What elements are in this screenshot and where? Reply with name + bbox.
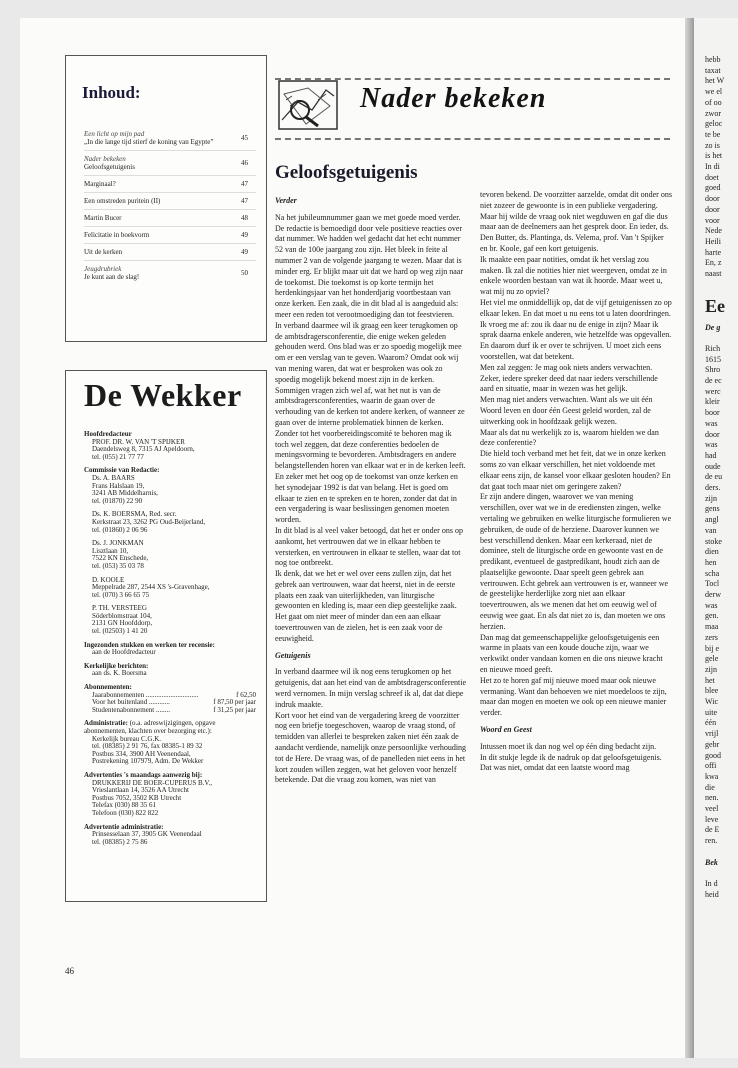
contents-item-page: 50: [241, 269, 248, 277]
edge-text-fragment: één: [705, 718, 717, 728]
edge-text-fragment: good: [705, 750, 721, 760]
colophon-label: Commissie van Redactie:: [84, 466, 160, 475]
colophon-line: tel. (053) 35 03 78: [92, 561, 144, 570]
edge-text-fragment: door: [705, 204, 720, 214]
edge-text-fragment: zijn: [705, 493, 717, 503]
edge-text-fragment: boor: [705, 408, 720, 418]
contents-item: [84, 176, 256, 193]
edge-text-fragment: was: [705, 600, 718, 610]
edge-text-fragment: nen.: [705, 793, 719, 803]
edge-text-fragment: gen.: [705, 611, 719, 621]
colophon-line: tel. (055) 21 77 77: [92, 452, 144, 461]
edge-text-fragment: te be: [705, 129, 721, 139]
colophon-line: Vrieslantlaan 14, 3526 AA Utrecht: [92, 786, 189, 795]
article-paragraph: Men zal zeggen: Je mag ook niets anders verwachten.: [480, 362, 653, 372]
article-paragraph: In verband daarmee wil ik graag een keer terugkomen op de ambtsdragersconferentie, die enige weken geleden gehouden werd. Ons blad was er zo spoedig mogelijk mee om er een verslag van te geven. Waarom? Omdat ook wij van mening waren, dat wat er besproken was ook zo spoedig mogelijk bekend moest zijn in de kerken.: [275, 320, 462, 384]
colophon-line: DRUKKERIJ DE BOER-CUPERUS B.V.,: [92, 778, 213, 787]
edge-text-fragment: De g: [705, 322, 721, 332]
edge-text-fragment: heid: [705, 889, 719, 899]
section-banner: [275, 78, 670, 140]
edge-text-fragment: de eu: [705, 472, 723, 482]
edge-text-fragment: kleir: [705, 397, 720, 407]
colophon-label: Ingezonden stukken en werken ter recensie:: [84, 640, 215, 649]
edge-text-fragment: dien: [705, 547, 719, 557]
edge-text-fragment: goed: [705, 183, 721, 193]
colophon-line: tel. (01860) 2 06 96: [92, 525, 148, 534]
colophon-line: Kerkelijk bureau C.G.K.: [92, 734, 162, 743]
contents-item-page: 46: [241, 159, 248, 167]
magnifier-illustration-icon: [278, 80, 338, 130]
colophon-line: Postrekening 107979, Adm. De Wekker: [92, 757, 204, 766]
colophon-line: tel. (08385) 2 91 76, fax 08385-1 89 32: [92, 742, 203, 751]
contents-item-page: 45: [241, 134, 248, 142]
contents-item-kicker: Een licht op mijn pad: [84, 130, 145, 138]
edge-text-fragment: oude: [705, 461, 721, 471]
edge-text-fragment: zo is: [705, 140, 720, 150]
edge-text-fragment: gele: [705, 654, 719, 664]
subscription-price: f 87,50 per jaar: [213, 698, 256, 707]
colophon-line: Ds. J. JONKMAN: [92, 539, 144, 548]
subscription-price: f 31,25 per jaar: [213, 705, 256, 714]
colophon-line: Ds. K. BOERSMA, Red. secr.: [92, 510, 177, 519]
contents-item-title: Een omstreden puritein (II): [84, 197, 161, 205]
article-subheading: Verder: [275, 196, 297, 205]
banner-bottom-rule: [275, 138, 670, 140]
article-column-1: [275, 190, 467, 786]
colophon-line: tel. (08385) 2 75 86: [92, 837, 148, 846]
edge-text-fragment: de ec: [705, 376, 722, 385]
article-paragraph: Er zijn andere dingen, waarover we van mening verschillen, over wat we in de erediensten zingen, welke vertaling we gebruiken en welke liturgische formulieren we gebruiken, de oude of de herziene. Daarover kunnen we best verschillend denken. Maar een kerkeraad, niet de dominee, stelt de liturgische orde en gewoonte vast en de predikant, eventueel de gastpredikant, houdt zich aan de plaatselijke gewoonte. Daar speelt geen gebrek aan vertrouwen. Echt gebrek aan vertrouwen is er, wanneer we de geestelijke herderlijke zorg niet aan elkaar toevertrouwen, als we menen dat het om eeuwig wel of eeuwig wee gaat. En als dat niet zo is, dan moeten we ons herzien.: [480, 492, 672, 631]
colophon-line: aan de Hoofdredacteur: [92, 648, 156, 657]
edge-text-fragment: bij e: [705, 643, 719, 653]
colophon-line: Postbus 334, 3900 AH Veenendaal,: [92, 749, 191, 758]
edge-text-fragment: werc: [705, 386, 721, 396]
edge-text-fragment: het: [705, 675, 715, 685]
colophon-line: Meppelrade 287, 2544 XS 's-Gravenhage,: [92, 583, 210, 592]
edge-text-fragment: In d: [705, 878, 718, 888]
contents-item-page: 47: [241, 180, 248, 188]
article-paragraph: tevoren bekend. De voorzitter aarzelde, omdat dit onder ons niet zozeer de gewoonte is in een publieke vergadering. Maar hij wilde de vraag ook niet wegduwen en gaf die dus maar aan de deelnemers aan het gesprek door. En ieder, ds. Den Butter, ds. Plantinga, ds. Velema, prof. Van 't Spijker en br. Koole, gaf een kort getuigenis.: [480, 190, 672, 253]
colophon-line: PROF. DR. W. VAN 'T SPIJKER: [92, 437, 185, 446]
edge-text-fragment: Nede: [705, 226, 722, 236]
edge-text-fragment: geloc: [705, 119, 723, 129]
edge-text-fragment: naast: [705, 269, 722, 278]
article-paragraph: In dit blad is al veel vaker betoogd, dat het er onder ons op aankomt, het vertrouwen dat we in elkaar hebben te versterken, en vertrouwen in elkaar te stellen, waar dat tot nog toe ontbreekt.: [275, 525, 463, 568]
contents-item-title: Marginaal?: [84, 180, 116, 188]
edge-text-fragment: was: [705, 418, 718, 428]
article-paragraph: Men mag niet anders verwachten. Want als we uit één Woord leven en door één Geest geleid worden, zal de uitwerking ook in hoofdzaak gelijk wezen.: [480, 395, 653, 426]
edge-text-fragment: scha: [705, 568, 720, 578]
edge-text-fragment: is het: [705, 151, 723, 161]
article-paragraph: Die hield toch verband met het feit, dat we in onze kerken soms zo van elkaar verschillen, het niet voldoende met elkaar eens zijn, de kansel voor elkaar gesloten houden? En dat gaat toch maar niet om geringere zaken?: [480, 449, 671, 491]
edge-text-fragment: angl: [705, 515, 719, 525]
edge-text-fragment: van: [705, 525, 717, 535]
contents-item: [84, 193, 256, 210]
edge-text-fragment: de E: [705, 825, 720, 835]
edge-text-fragment: Bek: [705, 857, 718, 867]
article-paragraph: Ik vroeg me af: zou ik daar nu de enige in zijn? Maar ik sprak daarna enkele anderen, wie hetzelfde was opgevallen. En daarom durf ik er over te schrijven. U moet zich eens voorstellen, wat dat betekent.: [480, 319, 672, 361]
edge-text-fragment: ren.: [705, 836, 718, 846]
article-paragraph: Het viel me onmiddellijk op, dat de vijf getuigenissen zo op elkaar leken. En dat moet u nu eens tot u laten doordringen.: [480, 297, 672, 318]
edge-text-fragment: stoke: [705, 536, 722, 546]
edge-text-fragment: 1615: [705, 354, 721, 364]
colophon-line: Telefax (030) 88 35 61: [92, 801, 157, 810]
edge-text-fragment: leve: [705, 814, 719, 824]
edge-text-fragment: veel: [705, 804, 719, 813]
edge-text-fragment: derw: [705, 590, 721, 599]
edge-text-fragment: In di: [705, 162, 720, 171]
article-paragraph: Dat was niet, omdat dat een laatste woord mag: [480, 763, 630, 773]
edge-text-fragment: harte: [705, 247, 721, 257]
contents-item: [84, 210, 256, 227]
edge-text-fragment: gebr: [705, 739, 720, 749]
subscription-label: Jaarabonnementen ..............................: [92, 690, 199, 699]
colophon-line: 2131 GN Hoofddorp,: [92, 619, 153, 628]
contents-box: [65, 55, 267, 342]
article-paragraph: Dan mag dat gemeenschappelijke geloofsgetuigenis een warme in plaats van een koude douche zijn, waar we verkwikt onder vandaan komen en die ons nieuwe kracht en nieuwe moed geeft.: [480, 632, 663, 675]
article-paragraph: Kort voor het eind van de vergadering kreeg de voorzitter nog een briefje toegeschoven, waarop de vraag stond, of temidden van allerlei te bespreken zaken niet één zaak de aandacht verdiende, namelijk onze persoonlijke verhouding tot de Here. De vraag was, of de panelleden niet eens in het kort zouden willen zeggen, wat het geloven voor henzelf betekende. Dat die vraag zou komen, was niet van: [275, 710, 467, 785]
edge-text-fragment: Heili: [705, 236, 721, 246]
edge-text-fragment: doet: [705, 172, 719, 182]
article-subheading: Woord en Geest: [480, 725, 532, 735]
edge-text-fragment: kwa: [705, 771, 719, 781]
contents-item-page: 47: [241, 197, 248, 205]
colophon-line: Daendelsweg 8, 7315 AJ Apeldoorn,: [92, 445, 195, 454]
colophon-label: Abonnementen:: [84, 683, 132, 692]
edge-text-fragment: offi: [705, 761, 717, 771]
contents-item-title: Geloofsgetuigenis: [84, 163, 135, 171]
contents-item: [84, 261, 256, 285]
contents-item-title: Uit de kerken: [84, 248, 123, 256]
edge-text-fragment: Ee: [705, 296, 725, 317]
contents-item-page: 49: [241, 231, 248, 239]
edge-text-fragment: had: [705, 450, 717, 460]
article-paragraph: Na het jubileumnummer gaan we met goede moed verder. De redactie is bemoedigd door vele positieve reacties over dat nummer. We hadden wel gedacht dat het echt nummer 52 van de 100e jaargang zou zijn. Het bleek in feite al nummer 2 van de volgende jaargang te wezen. Maar dat is minder erg. Er blijkt maar uit dat we hard op weg zijn naar de toekomst. Die toekomst is op korte termijn het herdenkingsjaar van het honderdjarig voortbestaan van onze kerken. Een zaak, die in dit blad al is aangeduid als: meer een reden tot verootmoediging dan tot feestvieren.: [275, 212, 464, 319]
edge-text-fragment: door: [705, 429, 720, 439]
colophon-line: D. KOOLE: [92, 575, 125, 584]
contents-item: [84, 151, 256, 176]
contents-item-page: 49: [241, 248, 248, 256]
contents-item-kicker: Nader bekeken: [84, 155, 126, 163]
contents-item-title: Martin Bucer: [84, 214, 122, 222]
magazine-title: De Wekker: [84, 377, 242, 413]
article-column-2: [480, 190, 672, 774]
colophon-note: (o.a. adreswijzigingen, opgave abonnementen, klachten over bezorging etc.):: [84, 719, 216, 735]
edge-text-fragment: Shro: [705, 365, 721, 375]
colophon-line: aan ds. K. Boersma: [92, 669, 147, 678]
colophon-line: P. TH. VERSTEEG: [92, 604, 147, 613]
subscription-label: Studentenabonnement ........: [92, 705, 170, 714]
article-paragraph: Maar als dat nu werkelijk zo is, waarom hielden we dan deze conferentie?: [480, 427, 659, 448]
subscription-price: f 62,50: [236, 690, 256, 699]
edge-text-fragment: blee: [705, 686, 719, 696]
edge-text-fragment: Rich: [705, 343, 721, 353]
colophon-line: Kerkstraat 23, 3262 PG Oud-Beijerland,: [92, 517, 206, 526]
colophon-line: 3241 AB Middelharnis,: [92, 489, 158, 498]
contents-list: [84, 126, 256, 285]
contents-item-title: „In die lange tijd stierf de koning van Egypte”: [84, 138, 214, 146]
article-subheading: Getuigenis: [275, 650, 311, 660]
section-title: Nader bekeken: [360, 83, 547, 114]
edge-text-fragment: maa: [705, 622, 719, 632]
edge-text-fragment: of oo: [705, 97, 722, 107]
subscription-row: [84, 707, 256, 715]
article-paragraph: Intussen moet ik dan nog wel op één ding bedacht zijn.: [480, 741, 657, 751]
contents-heading: Inhoud:: [82, 83, 141, 102]
edge-text-fragment: Tocl: [705, 579, 720, 589]
colophon-label: Advertentie administratie:: [84, 822, 164, 831]
edge-text-fragment: En, z: [705, 258, 722, 268]
colophon-line: Frans Halslaan 19,: [92, 481, 145, 490]
colophon-label: Kerkelijke berichten:: [84, 661, 149, 670]
edge-text-fragment: zers: [705, 632, 718, 642]
page-gutter: [685, 18, 694, 1058]
edge-text-fragment: was: [705, 440, 718, 450]
edge-text-fragment: ders.: [705, 483, 721, 492]
colophon-line: Postbus 7052, 3502 KB Utrecht: [92, 793, 182, 802]
colophon-details: [84, 431, 256, 846]
edge-text-fragment: door: [705, 194, 720, 204]
contents-item: [84, 227, 256, 244]
colophon-admin-heading: [84, 720, 256, 735]
article-paragraph: In dit stukje legde ik de nadruk op dat geloofsgetuigenis.: [480, 752, 662, 762]
colophon-line: Lisztlaan 10,: [92, 546, 129, 555]
article-paragraph: Het zo te horen gaf mij nieuwe moed maar ook nieuwe vermaning. Want dan behoeven we niet moedeloos te zijn, maar dan mogen en moeten we ook op een nieuwe manier verder.: [480, 675, 667, 718]
contents-item: [84, 126, 256, 151]
contents-item-page: 48: [241, 214, 248, 222]
colophon-line: tel. (070) 3 66 65 75: [92, 590, 150, 599]
edge-text-fragment: hebb: [705, 55, 721, 64]
contents-item: [84, 244, 256, 261]
edge-text-fragment: zwor: [705, 108, 721, 118]
contents-item-title: Je kunt aan de slag!: [84, 273, 140, 281]
colophon-line: Telefoon (030) 822 822: [92, 808, 159, 817]
colophon-label: Hoofdredacteur: [84, 430, 132, 438]
page-number: 46: [65, 966, 74, 976]
edge-text-fragment: hen: [705, 557, 717, 567]
edge-text-fragment: gens: [705, 504, 720, 514]
edge-text-fragment: taxat: [705, 65, 721, 75]
colophon-line: Ds. A. BAARS: [92, 473, 135, 482]
edge-text-fragment: vrijl: [705, 729, 719, 739]
edge-text-fragment: uite: [705, 707, 717, 717]
subscription-label: Voor het buitenland ............: [92, 698, 170, 707]
edge-text-fragment: het W: [705, 76, 725, 86]
contents-item-kicker: Jeugdrubriek: [84, 265, 122, 273]
colophon-line: 7522 KN Enschede,: [92, 554, 149, 563]
article-paragraph: Sommigen vragen zich wel af, wat het nut is van de ambtsdragersconferenties, waarin de gaan over de verhouding van de kerken tot andere kerken, of wanneer ze gaan over de interne problematiek binnen de kerken. Zonder tot het voorbereidingscomité te behoren mag ik toch wel zeggen, dat deze conferenties bedoelen de meningsvorming te bevorderen. Ambtsdragers en andere belangstellenden horen van elkaar wat er in de kerken leeft. En zeker met het oog op de toekomst van onze kerken en het synodejaar 1992 is dat van belang. Het is goed om elkaar te zien en te spreken en te horen, zonder dat dat in een vergadering is waar beslissingen genomen moeten worden.: [275, 385, 466, 525]
colophon-line: tel. (02503) 1 41 20: [92, 627, 148, 636]
colophon-line: Söderblomstraat 104,: [92, 611, 152, 620]
colophon-label: Advertenties 's maandags aanwezig bij:: [84, 770, 203, 779]
edge-text-fragment: we el: [705, 87, 723, 97]
edge-text-fragment: zijn: [705, 664, 717, 674]
article-paragraph: In verband daarmee wil ik nog eens terugkomen op het getuigenis, dat aan het eind van de ambtsdragersconferentie werd vernomen. In mijn verslag schreef ik al, dat dat diepe indruk maakte.: [275, 667, 467, 709]
edge-text-fragment: die: [705, 782, 715, 792]
colophon-line: tel. (01870) 22 90: [92, 496, 143, 505]
article-paragraph: Ik denk, dat we het er wel over eens zullen zijn, dat het gebrek aan vertrouwen, waar dat heerst, niet in de eerste plaats een zaak van uiterlijkheden, van liturgische gewoonten en kleding is, maar een diep geestelijke zaak. Het gaat om niet meer of minder dan een aan elkaar toevertrouwen van de zielen, het is een zaak voor de eeuwigheid.: [275, 569, 457, 643]
edge-text-fragment: voor: [705, 215, 720, 225]
colophon-label: Administratie:: [84, 719, 130, 728]
contents-item-title: Felicitatie in boekvorm: [84, 231, 150, 239]
article-paragraph: Zeker, iedere spreker deed dat naar ieders verschillende aard en situatie, maar in wezen was het gelijk.: [480, 373, 658, 394]
colophon-box: [65, 370, 267, 902]
article-paragraph: Ik maakte een paar notities, omdat ik het verslag zou maken. Ik zal die notities hier niet weergeven, omdat ze in enkele woorden bestaan van wat ik hoorde. Maar weet u, wat mij nu zo opviel?: [480, 254, 667, 297]
colophon-line: Prinsesselaan 37, 3905 GK Veenendaal: [92, 830, 202, 839]
edge-text-fragment: Wic: [705, 697, 719, 706]
article-title: Geloofsgetuigenis: [275, 162, 418, 183]
